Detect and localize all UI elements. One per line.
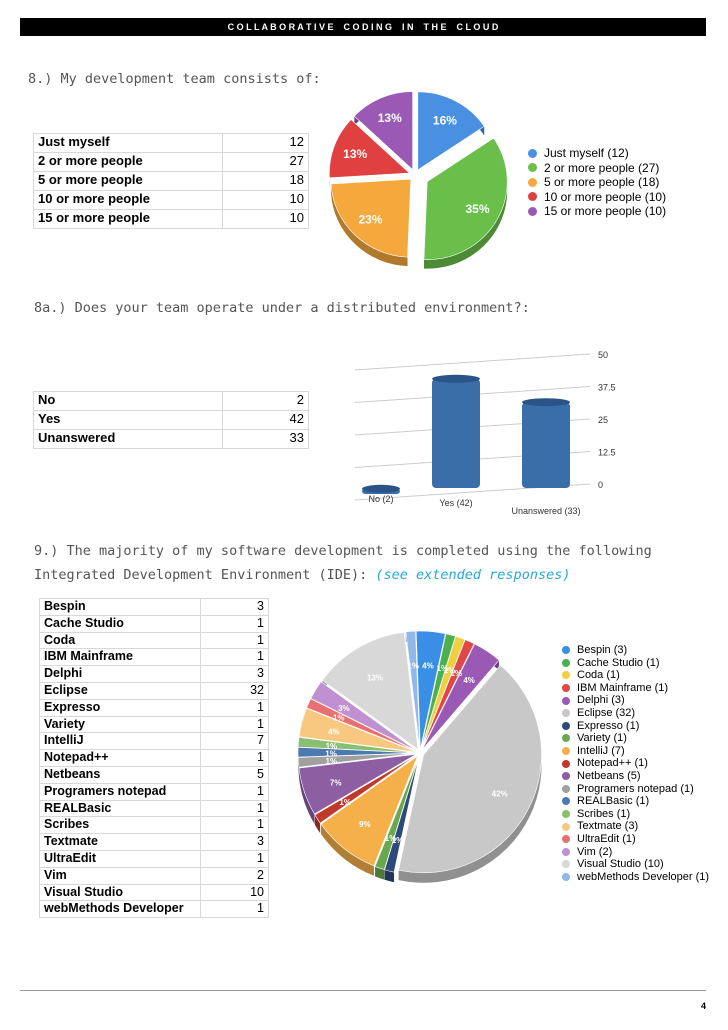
table-row bbox=[40, 682, 269, 699]
table-row bbox=[40, 599, 269, 616]
table-row bbox=[34, 191, 309, 210]
legend-item bbox=[562, 757, 709, 770]
row-label: Notepad++ bbox=[40, 750, 201, 767]
row-label: Variety bbox=[40, 716, 201, 733]
legend-label: Visual Studio (10) bbox=[577, 858, 664, 871]
bar-top bbox=[522, 398, 570, 406]
y-tick-label: 12.5 bbox=[598, 447, 616, 458]
pie-slice-label: 1% bbox=[450, 668, 463, 678]
row-label: Cache Studio bbox=[40, 615, 201, 632]
table-row bbox=[40, 783, 269, 800]
legend-swatch bbox=[562, 873, 570, 881]
legend-swatch bbox=[528, 149, 537, 158]
question-9-title-line1: 9.) The majority of my software development is completed using the following bbox=[34, 543, 652, 559]
gridline bbox=[355, 354, 590, 370]
table-row bbox=[34, 210, 309, 229]
table-row bbox=[40, 716, 269, 733]
pie-slice-label: 13% bbox=[377, 111, 402, 126]
question-9-title-line2 bbox=[34, 567, 570, 583]
legend-item bbox=[562, 783, 709, 796]
row-value: 3 bbox=[201, 666, 269, 683]
legend-swatch bbox=[528, 163, 537, 172]
legend-swatch bbox=[562, 646, 570, 654]
row-value: 1 bbox=[201, 850, 269, 867]
table-row bbox=[40, 901, 269, 918]
table-row bbox=[40, 834, 269, 851]
legend-swatch bbox=[528, 207, 537, 216]
legend-swatch bbox=[562, 722, 570, 730]
table-row bbox=[34, 134, 309, 153]
table-row bbox=[40, 800, 269, 817]
legend-item bbox=[562, 871, 709, 884]
pie-slice-label: 13% bbox=[366, 673, 383, 683]
question-8a-title: 8a.) Does your team operate under a distributed environment?: bbox=[34, 300, 530, 316]
row-value: 3 bbox=[201, 599, 269, 616]
row-label: No bbox=[34, 392, 223, 411]
y-tick-label: 0 bbox=[598, 480, 604, 490]
legend-item bbox=[528, 204, 666, 219]
row-label: Just myself bbox=[34, 134, 223, 153]
legend-swatch bbox=[562, 810, 570, 818]
table-row bbox=[34, 411, 309, 430]
bar-category-label: Unanswered (33) bbox=[511, 506, 581, 516]
table-row bbox=[34, 392, 309, 411]
legend-label: Scribes (1) bbox=[577, 807, 631, 820]
bar bbox=[432, 379, 480, 488]
legend-swatch bbox=[562, 823, 570, 831]
legend-label: 15 or more people (10) bbox=[544, 204, 667, 218]
legend-item bbox=[562, 846, 709, 859]
row-label: Visual Studio bbox=[40, 884, 201, 901]
pie-slice-label: 1% bbox=[384, 833, 397, 843]
question-8-title: 8.) My development team consists of: bbox=[28, 71, 321, 87]
legend-item bbox=[562, 745, 709, 758]
page-number: 4 bbox=[700, 1001, 706, 1011]
legend-swatch bbox=[562, 709, 570, 717]
row-label: Programers notepad bbox=[40, 783, 201, 800]
bar bbox=[522, 402, 570, 488]
pie-slice-label: 1% bbox=[443, 666, 456, 676]
legend-item bbox=[562, 669, 709, 682]
row-value: 1 bbox=[201, 699, 269, 716]
y-tick-label: 37.5 bbox=[598, 382, 616, 393]
row-value: 2 bbox=[201, 867, 269, 884]
q9-pie-chart bbox=[280, 625, 560, 895]
legend-swatch bbox=[562, 860, 570, 868]
q8-legend bbox=[528, 146, 666, 219]
row-value: 5 bbox=[201, 766, 269, 783]
legend-label: REALBasic (1) bbox=[577, 795, 650, 808]
row-label: Coda bbox=[40, 632, 201, 649]
table-row bbox=[40, 750, 269, 767]
legend-label: Delphi (3) bbox=[577, 694, 625, 707]
legend-label: Eclipse (32) bbox=[577, 706, 636, 719]
row-label: Vim bbox=[40, 867, 201, 884]
legend-label: IBM Mainframe (1) bbox=[577, 681, 669, 694]
legend-swatch bbox=[562, 848, 570, 856]
y-tick-label: 25 bbox=[598, 415, 609, 425]
bar-top bbox=[432, 375, 480, 383]
legend-item bbox=[562, 795, 709, 808]
legend-label: 10 or more people (10) bbox=[544, 189, 667, 204]
legend-swatch bbox=[562, 684, 570, 692]
table-row bbox=[34, 153, 309, 172]
legend-label: Notepad++ (1) bbox=[577, 757, 648, 770]
row-value: 42 bbox=[223, 411, 309, 430]
table-row bbox=[40, 699, 269, 716]
legend-label: Textmate (3) bbox=[577, 820, 639, 833]
pie-slice-label: 1% bbox=[391, 836, 404, 846]
question-9-title-text: Integrated Development Environment (IDE): bbox=[34, 567, 368, 583]
pie-slice-label: 9% bbox=[359, 819, 371, 829]
legend-item bbox=[528, 146, 666, 161]
legend-label: UltraEdit (1) bbox=[577, 832, 636, 845]
table-row bbox=[40, 615, 269, 632]
legend-swatch bbox=[528, 192, 537, 201]
pie-slice-label: 23% bbox=[358, 212, 383, 227]
row-label: 15 or more people bbox=[34, 210, 223, 229]
row-value: 7 bbox=[201, 733, 269, 750]
legend-swatch bbox=[562, 697, 570, 705]
legend-item bbox=[562, 858, 709, 871]
legend-item bbox=[562, 682, 709, 695]
table-row bbox=[40, 632, 269, 649]
row-label: Bespin bbox=[40, 599, 201, 616]
legend-item bbox=[562, 833, 709, 846]
row-value: 10 bbox=[223, 210, 309, 229]
table-row bbox=[40, 666, 269, 683]
legend-swatch bbox=[562, 835, 570, 843]
row-label: 2 or more people bbox=[34, 153, 223, 172]
row-value: 2 bbox=[223, 392, 309, 411]
legend-label: Cache Studio (1) bbox=[577, 656, 660, 669]
table-row bbox=[40, 766, 269, 783]
row-value: 10 bbox=[201, 884, 269, 901]
legend-item bbox=[562, 808, 709, 821]
row-value: 12 bbox=[223, 134, 309, 153]
table-row bbox=[40, 817, 269, 834]
q8a-bar-chart bbox=[340, 338, 640, 516]
legend-label: IntelliJ (7) bbox=[577, 744, 625, 757]
legend-swatch bbox=[562, 760, 570, 768]
legend-item bbox=[562, 820, 709, 833]
row-value: 10 bbox=[223, 191, 309, 210]
legend-item bbox=[528, 161, 666, 176]
row-label: REALBasic bbox=[40, 800, 201, 817]
pie-slice-label: 1% bbox=[325, 742, 338, 752]
row-value: 1 bbox=[201, 901, 269, 918]
row-label: Yes bbox=[34, 411, 223, 430]
legend-label: Bespin (3) bbox=[577, 644, 628, 656]
y-tick-label: 50 bbox=[598, 350, 609, 360]
pie-slice-label: 1% bbox=[325, 756, 338, 766]
pie-slice-label: 16% bbox=[432, 113, 457, 128]
row-label: webMethods Developer bbox=[40, 901, 201, 918]
legend-label: Programers notepad (1) bbox=[577, 782, 694, 795]
row-value: 1 bbox=[201, 750, 269, 767]
legend-swatch bbox=[562, 797, 570, 805]
row-value: 32 bbox=[201, 682, 269, 699]
q8a-table bbox=[33, 391, 309, 449]
bar-top bbox=[362, 485, 400, 493]
table-row bbox=[40, 733, 269, 750]
row-value: 27 bbox=[223, 153, 309, 172]
document-header: C O L L A B O R A T I V E C O D I N G I N T H E C L O U D bbox=[20, 18, 706, 36]
legend-label: Expresso (1) bbox=[577, 719, 640, 732]
pie-slice-label: 42% bbox=[491, 789, 508, 799]
legend-item bbox=[562, 694, 709, 707]
legend-item bbox=[562, 732, 709, 745]
row-label: Unanswered bbox=[34, 430, 223, 449]
legend-swatch bbox=[562, 671, 570, 679]
row-value: 3 bbox=[201, 834, 269, 851]
footer-divider bbox=[20, 990, 706, 991]
extended-responses-link[interactable]: (see extended responses) bbox=[375, 567, 571, 583]
row-value: 1 bbox=[201, 817, 269, 834]
legend-item bbox=[562, 720, 709, 733]
pie-slice-label: 3% bbox=[338, 703, 350, 713]
legend-label: Variety (1) bbox=[577, 732, 627, 745]
legend-swatch bbox=[562, 747, 570, 755]
table-row bbox=[34, 430, 309, 449]
row-label: IntelliJ bbox=[40, 733, 201, 750]
pie-slice-label: 1% bbox=[407, 661, 420, 671]
pie-slice-label: 4% bbox=[328, 727, 340, 737]
legend-swatch bbox=[562, 659, 570, 667]
row-label: 5 or more people bbox=[34, 172, 223, 191]
legend-label: Vim (2) bbox=[577, 845, 613, 858]
legend-swatch bbox=[562, 772, 570, 780]
pie-slice-label: 1% bbox=[339, 798, 351, 808]
row-label: 10 or more people bbox=[34, 191, 223, 210]
row-label: Scribes bbox=[40, 817, 201, 834]
legend-item bbox=[562, 707, 709, 720]
row-value: 1 bbox=[201, 649, 269, 666]
row-label: IBM Mainframe bbox=[40, 649, 201, 666]
legend-swatch bbox=[528, 178, 537, 187]
row-value: 1 bbox=[201, 800, 269, 817]
row-value: 1 bbox=[201, 615, 269, 632]
table-row bbox=[40, 884, 269, 901]
q8-table bbox=[33, 133, 309, 229]
row-label: Textmate bbox=[40, 834, 201, 851]
legend-label: Just myself (12) bbox=[544, 146, 629, 160]
row-value: 1 bbox=[201, 783, 269, 800]
pie-slice-label: 7% bbox=[329, 778, 342, 788]
q9-legend bbox=[562, 644, 709, 883]
bar-category-label: No (2) bbox=[368, 494, 394, 504]
legend-label: 2 or more people (27) bbox=[544, 160, 660, 175]
row-label: Expresso bbox=[40, 699, 201, 716]
pie-slice-label: 1% bbox=[325, 749, 337, 759]
table-row bbox=[34, 172, 309, 191]
legend-item bbox=[562, 770, 709, 783]
table-row bbox=[40, 649, 269, 666]
legend-swatch bbox=[562, 785, 570, 793]
row-label: Eclipse bbox=[40, 682, 201, 699]
pie-slice-label: 13% bbox=[343, 146, 368, 161]
row-label: UltraEdit bbox=[40, 850, 201, 867]
legend-item bbox=[562, 657, 709, 670]
q9-table bbox=[39, 598, 269, 918]
row-value: 1 bbox=[201, 632, 269, 649]
legend-swatch bbox=[562, 734, 570, 742]
pie-slice-label: 4% bbox=[422, 661, 434, 671]
table-row bbox=[40, 867, 269, 884]
legend-label: webMethods Developer (1) bbox=[577, 870, 710, 883]
legend-label: Coda (1) bbox=[577, 669, 620, 682]
bar-category-label: Yes (42) bbox=[439, 498, 473, 508]
table-row bbox=[40, 850, 269, 867]
q8-pie-chart bbox=[320, 80, 520, 270]
legend-label: Netbeans (5) bbox=[577, 769, 641, 782]
row-value: 18 bbox=[223, 172, 309, 191]
legend-item bbox=[562, 644, 709, 657]
pie-slice-label: 4% bbox=[463, 675, 475, 685]
pie-slice-label: 1% bbox=[332, 713, 345, 723]
row-label: Netbeans bbox=[40, 766, 201, 783]
legend-item bbox=[528, 175, 666, 190]
pie-slice-label: 1% bbox=[436, 663, 449, 673]
pie-slice-label: 35% bbox=[465, 202, 490, 217]
row-value: 33 bbox=[223, 430, 309, 449]
legend-label: 5 or more people (18) bbox=[544, 175, 660, 189]
legend-item bbox=[528, 190, 666, 205]
row-value: 1 bbox=[201, 716, 269, 733]
row-label: Delphi bbox=[40, 666, 201, 683]
